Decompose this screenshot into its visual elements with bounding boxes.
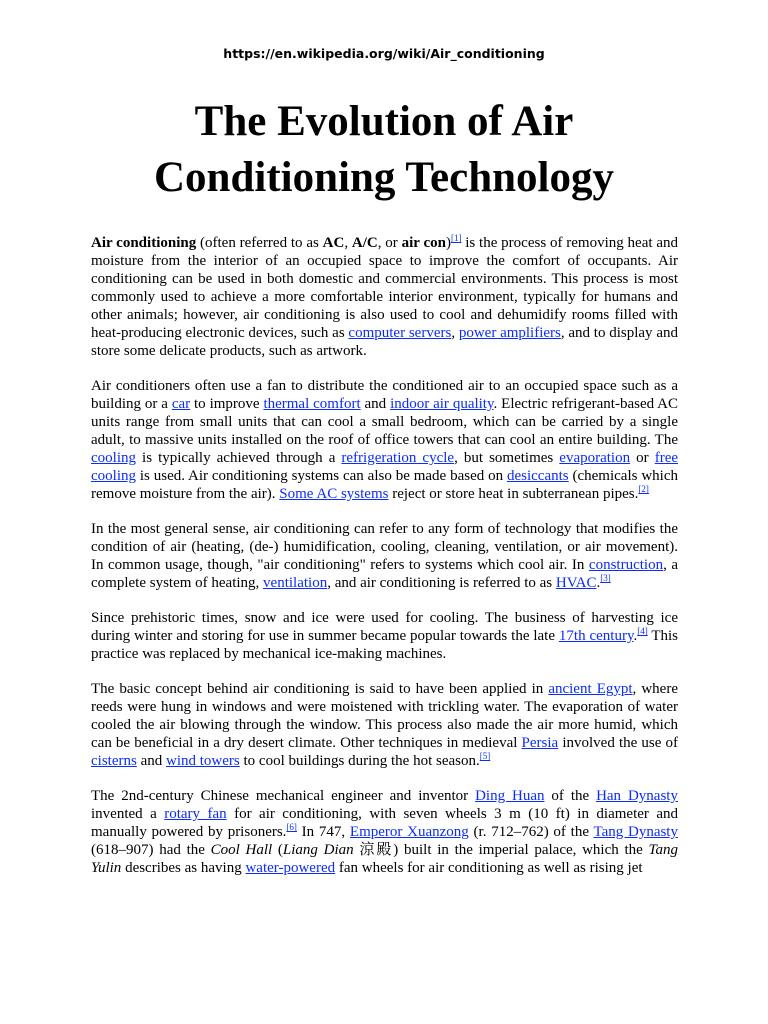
- citation-link[interactable]: [4]: [637, 626, 648, 636]
- text: (r. 712–762) of the: [468, 824, 594, 840]
- text: (: [272, 842, 283, 858]
- term-ac: AC: [322, 235, 345, 251]
- text: In the most general sense, air conditioning can refer to any form of technology that modifies the condition of air (heating, (de-) humidification, cooling, cleaning, ventilation, or air movement). In common usage, though, "air conditioning" refers to systems which cool air. In: [91, 521, 678, 573]
- link-han-dynasty[interactable]: Han Dynasty: [596, 788, 678, 804]
- text: reject or store heat in subterranean pipes.: [388, 486, 639, 502]
- link-ancient-egypt[interactable]: ancient Egypt: [548, 681, 633, 697]
- text: .: [596, 575, 601, 591]
- link-tang-dynasty[interactable]: Tang Dynasty: [593, 824, 678, 840]
- paragraph-1: [91, 234, 678, 360]
- text: for air conditioning, with seven wheels 3 m (10 ft) in diameter and manually powered by prisoners.: [91, 806, 678, 840]
- title-line-2: Conditioning Technology: [153, 154, 615, 201]
- text: In 747,: [296, 824, 350, 840]
- text: , a complete system of heating,: [91, 557, 678, 591]
- text: (chemicals which remove moisture from the air).: [91, 468, 678, 502]
- text: ,: [344, 235, 352, 251]
- link-ding-huan[interactable]: Ding Huan: [475, 788, 545, 804]
- paragraph-4: [91, 609, 678, 663]
- citation-link[interactable]: [1]: [450, 233, 462, 243]
- link-hvac[interactable]: HVAC: [555, 575, 597, 591]
- text: describes as having: [121, 860, 246, 876]
- citation-link[interactable]: [2]: [638, 484, 649, 494]
- link-persia[interactable]: Persia: [521, 735, 559, 751]
- text: ,: [451, 325, 459, 341]
- text: , and to display and store some delicate products, such as artwork.: [91, 325, 678, 359]
- citation-link[interactable]: [6]: [286, 822, 297, 832]
- paragraph-5: [91, 680, 678, 770]
- link-thermal-comfort[interactable]: thermal comfort: [263, 396, 361, 412]
- text: , or: [377, 235, 402, 251]
- link-17th-century[interactable]: 17th century: [558, 628, 634, 644]
- link-refrigeration-cycle[interactable]: refrigeration cycle: [341, 450, 455, 466]
- text: 涼殿) built in the imperial palace, which the: [353, 842, 649, 858]
- text: , but sometimes: [454, 450, 560, 466]
- text: , and air conditioning is referred to as: [327, 575, 556, 591]
- text: is the process of removing heat and moisture from the interior of an occupied space to improve the comfort of occupants. Air conditioning can be used in both domestic and commercial environments. This process is most commonly used to achieve a more comfortable interior environment, typically for humans and other animals; however, air conditioning is also used to cool and dehumidify rooms filled with heat-producing electronic devices, such as: [91, 235, 678, 341]
- term-a-c: A/C: [351, 235, 378, 251]
- link-power-amplifiers[interactable]: power amplifiers: [458, 325, 561, 341]
- text: and: [136, 753, 166, 769]
- text: This practice was replaced by mechanical ice-making machines.: [91, 628, 679, 662]
- term-liang-dian: Liang Dian: [282, 842, 354, 858]
- text: ): [445, 235, 451, 251]
- text: or: [630, 450, 655, 466]
- link-wind-towers[interactable]: wind towers: [166, 753, 240, 769]
- citation-link[interactable]: [3]: [600, 573, 611, 583]
- link-some-ac-systems[interactable]: Some AC systems: [279, 486, 389, 502]
- text: Since prehistoric times, snow and ice were used for cooling. The business of harvesting ice during winter and storing for use in summer became popular towards the late: [91, 610, 678, 644]
- link-free-cooling[interactable]: free cooling: [91, 450, 679, 484]
- link-ventilation[interactable]: ventilation: [263, 575, 328, 591]
- text: is typically achieved through a: [136, 450, 342, 466]
- link-emperor-xuanzong[interactable]: Emperor Xuanzong: [349, 824, 469, 840]
- link-indoor-air-quality[interactable]: indoor air quality: [390, 396, 494, 412]
- text: and: [360, 396, 391, 412]
- link-water-powered[interactable]: water-powered: [245, 860, 336, 876]
- text: of the: [544, 788, 597, 804]
- text: involved the use of: [558, 735, 678, 751]
- text: .: [633, 628, 638, 644]
- link-cisterns[interactable]: cisterns: [91, 753, 137, 769]
- text: The 2nd-century Chinese mechanical engineer and inventor: [91, 788, 476, 804]
- paragraph-3: [91, 520, 678, 592]
- text: to improve: [190, 396, 264, 412]
- text: . Electric refrigerant-based AC units range from small units that can cool a small bedroom, which can be carried by a single adult, to massive units installed on the roof of office towers that can cool an entire building. The: [91, 396, 679, 448]
- paragraph-6: [91, 787, 678, 877]
- text: The basic concept behind air conditioning is said to have been applied in: [91, 681, 549, 697]
- link-computer-servers[interactable]: computer servers: [348, 325, 452, 341]
- text: to cool buildings during the hot season.: [239, 753, 480, 769]
- page-title: [80, 94, 688, 206]
- text: is used. Air conditioning systems can also be made based on: [136, 468, 507, 484]
- article-body: [91, 234, 678, 894]
- link-evaporation[interactable]: evaporation: [559, 450, 631, 466]
- text: fan wheels for air conditioning as well as rising jet: [335, 860, 643, 876]
- source-url: https://en.wikipedia.org/wiki/Air_conditioning: [223, 46, 545, 61]
- text: Air conditioners often use a fan to distribute the conditioned air to an occupied space such as a building or a: [91, 378, 678, 412]
- link-construction[interactable]: construction: [588, 557, 664, 573]
- text: (618–907) had the: [91, 842, 211, 858]
- paragraph-2: [91, 377, 678, 503]
- link-desiccants[interactable]: desiccants: [506, 468, 569, 484]
- term-tang-yulin: Tang Yulin: [91, 842, 678, 876]
- link-rotary-fan[interactable]: rotary fan: [164, 806, 227, 822]
- term-cool-hall: Cool Hall: [210, 842, 273, 858]
- link-cooling[interactable]: cooling: [91, 450, 136, 466]
- text: invented a: [91, 806, 165, 822]
- term-air-conditioning: Air conditioning: [91, 235, 197, 251]
- text: (often referred to as: [196, 235, 323, 251]
- text: , where reeds were hung in windows and were moistened with trickling water. The evaporation of water cooled the air blowing through the window. This process also made the air more humid, which can be beneficial in a dry desert climate. Other techniques in medieval: [91, 681, 678, 751]
- citation-link[interactable]: [5]: [479, 751, 491, 761]
- link-car[interactable]: car: [171, 396, 191, 412]
- title-line-1: The Evolution of Air: [194, 98, 574, 145]
- term-air-con: air con: [401, 235, 446, 251]
